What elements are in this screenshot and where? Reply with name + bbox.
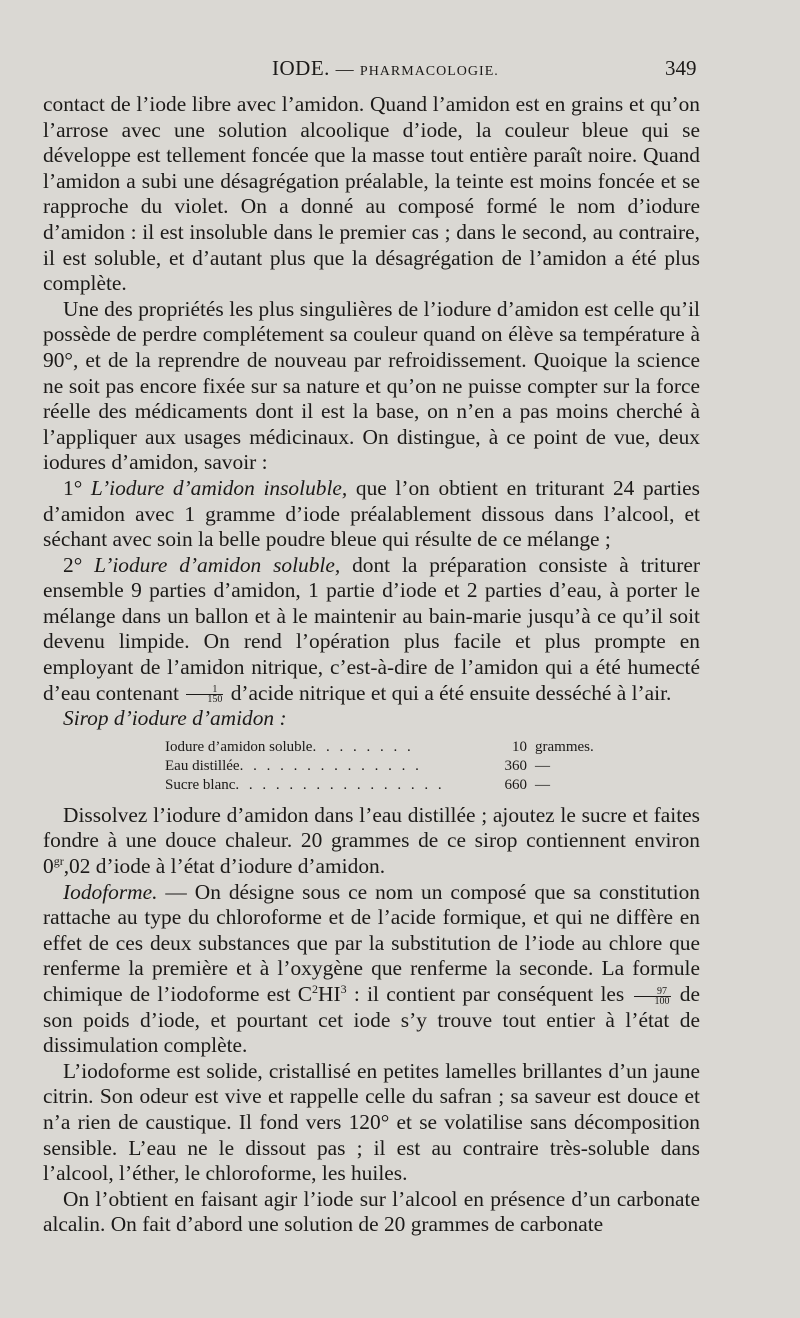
running-title [272,56,499,81]
body-text [43,92,700,1238]
page-number: 349 [665,56,697,80]
term-iodoforme: Iodoforme. [63,879,158,904]
running-header [0,52,800,82]
chapter-title: IODE. [272,56,330,80]
term-soluble: L’iodure d’amidon soluble, [94,552,341,577]
recipe-row: Iodure d’amidon soluble . . . . . . . . 10 grammes. [165,738,594,755]
recipe-row: Sucre blanc . . . . . . . . . . . . . . . . 660 — [165,776,550,793]
paragraph: On l’obtient en faisant agir l’iode sur l’alcool en présence d’un carbonate alcalin. On fait d’abord une solution de 20 grammes de carbonate [43,1186,700,1237]
paragraph: Dissolvez l’iodure d’amidon dans l’eau distillée ; ajoutez le sucre et faites fondre à une douce chaleur. 20 grammes de ce sirop contiennent environ $0^{gr},02$ d’iode à l’état d’iodure d’amidon. [43,802,700,879]
fraction: $\frac{1}{150}$ [186,685,223,704]
list-item-insoluble: 1° L’iodure d’amidon insoluble, que l’on obtient en triturant 24 parties d’amidon avec 1 gramme d’iode préalablement dissous dans l’alcool, et séchant avec soin la belle poudre bleue qui résulte de ce mélange ; [43,475,701,552]
title-separator: — [335,59,355,79]
list-item-soluble: 2° L’iodure d’amidon soluble, dont la préparation consiste à triturer ensemble 9 parties d’amidon, 1 partie d’iode et 2 parties d’eau, à porter le mélange dans un ballon et à le maintenir au bain-marie jusqu’à ce qu’il soit devenu limpide. On rend l’opération plus facile et plus prompte en employant de l’amidon nitrique, c’est-à-dire de l’amidon qui a été humecté d’eau contenant $\frac{1}{150}$ d’acide nitrique et qui a été ensuite desséché à l’air. [43,552,700,706]
recipe-title: Sirop d’iodure d’amidon : [63,706,287,731]
fraction: $\frac{97}{100}$ [634,987,671,1006]
term-insoluble: L’iodure d’amidon insoluble, [90,475,348,500]
recipe-row: Eau distillée . . . . . . . . . . . . . . 360 — [165,757,550,774]
paragraph: contact de l’iode libre avec l’amidon. Quand l’amidon est en grains et qu’on l’arrose avec une solution alcoolique d’iode, la couleur bleue qui se développe est tellement foncée que la masse tout entière paraît noire. Quand l’amidon a subi une désagrégation préalable, la teinte est moins foncée et se rapproche du violet. On a donné au composé formé le nom d’iodure d’amidon : il est insoluble dans le premier cas ; dans le second, au contraire, il est soluble, et d’autant plus que la désagrégation de l’amidon a été plus complète. [43,92,700,296]
paragraph: L’iodoforme est solide, cristallisé en petites lamelles brillantes d’un jaune citrin. Son odeur est vive et rappelle celle du safran ; sa saveur est douce et n’a rien de caustique. Il fond vers 120° et se volatilise sans décomposition sensible. L’eau ne le dissout pas ; il est au contraire très-soluble dans l’alcool, l’éther, le chloroforme, les huiles. [43,1058,700,1186]
recipe-table [165,738,615,795]
section-title: PHARMACOLOGIE. [359,64,499,79]
paragraph: Une des propriétés les plus singulières de l’iodure d’amidon est celle qu’il possède de perdre complétement sa couleur quand on élève sa température à 90°, et de la reprendre de nouveau par refroidissement. Quoique la science ne soit pas encore fixée sur sa nature et qu’on ne puisse compter sur la force réelle des médicaments dont il est la base, on n’en a pas moins cherché à l’appliquer aux usages médicinaux. On distingue, à ce point de vue, deux iodures d’amidon, savoir : [43,296,700,475]
paragraph-iodoforme: Iodoforme. — On désigne sous ce nom un composé que sa constitution rattache au type du chloroforme et de l’acide formique, et qui ne diffère en effet de ces deux substances que par la substitution de l’iode au chlore que renferme la première et à l’oxygène que renferme la seconde. La formule chimique de l’iodoforme est $C^2HI^3$ : il contient par conséquent les $\frac{97}{100}$ de son poids d’iode, et pourtant cet iode s’y trouve tout entier à l’état de dissimulation complète. [43,879,700,1058]
